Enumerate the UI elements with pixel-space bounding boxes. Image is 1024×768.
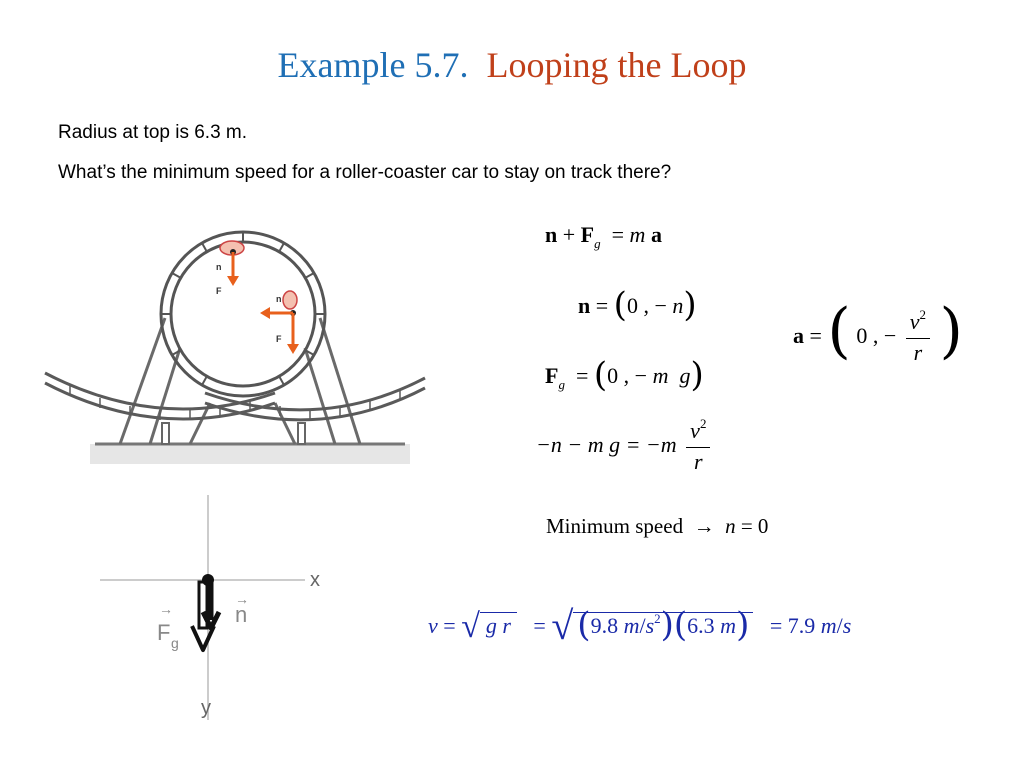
equation-normal: n = (0 , − n) — [578, 285, 697, 325]
title-name: Looping the Loop — [486, 45, 747, 85]
car-top — [216, 241, 244, 296]
ground-shadow — [90, 444, 410, 464]
radius-text: Radius at top is 6.3 m. — [58, 122, 248, 143]
equation-result: v = √ g r = √ (9.8 $m/s^2)(6.3$ m) = 7.9 m/s — [428, 603, 852, 648]
support-legs — [120, 318, 360, 444]
object-dot — [202, 574, 214, 586]
minimum-speed-condition: Minimum speed → n = 0 — [546, 514, 769, 538]
svg-text:F: F — [216, 286, 222, 296]
n-label: n — [235, 602, 248, 627]
roller-coaster-illustration — [40, 218, 440, 470]
n-vector-mark: → — [235, 591, 249, 607]
equation-gravity: $F_g = (0$ , − m g) — [545, 355, 704, 395]
page-title — [0, 44, 1024, 86]
svg-text:F: F — [276, 334, 282, 344]
posts — [162, 423, 305, 444]
x-axis-label: x — [310, 569, 320, 591]
svg-text:n: n — [216, 262, 222, 272]
svg-text:n: n — [276, 294, 282, 304]
loop-outer — [161, 232, 325, 396]
title-example: Example 5.7. — [277, 45, 469, 85]
fg-vector-mark: → — [159, 601, 173, 617]
equation-acceleration: a = ( 0 , − $\frac{v^2}{r}$ ) — [793, 296, 963, 366]
y-axis-label: y — [201, 697, 211, 719]
equation-newton: $n + F_g = m$ a — [545, 222, 662, 251]
equation-combined: −n − m g = −m $\frac{v^2}{r}$ — [536, 418, 714, 476]
fg-label-sub: g — [171, 635, 179, 651]
fg-label: F — [157, 620, 171, 645]
car-side — [260, 291, 299, 354]
question-text: What’s the minimum speed for a roller-coaster car to stay on track there? — [58, 162, 672, 183]
free-body-diagram — [95, 490, 345, 730]
